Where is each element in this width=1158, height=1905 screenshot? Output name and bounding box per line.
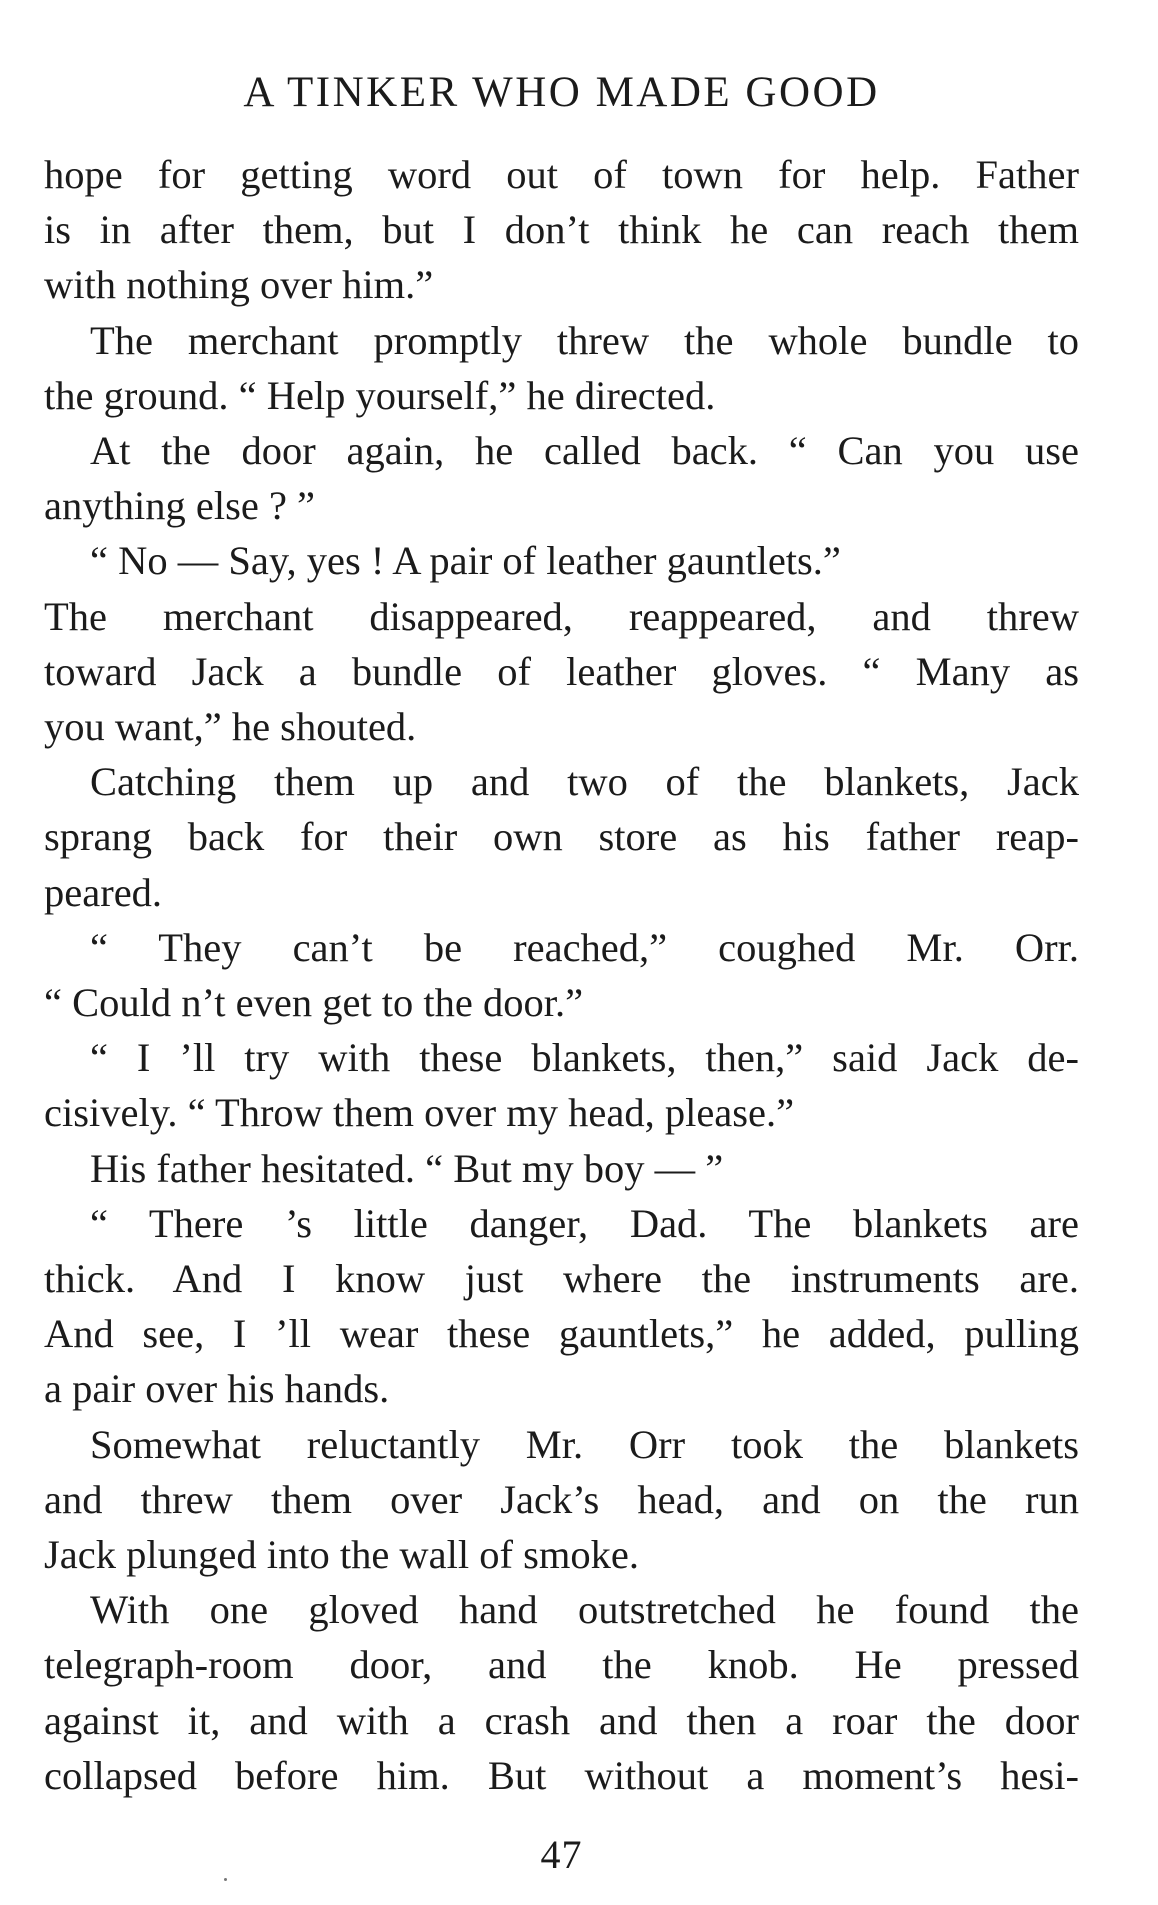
text-line: “ Could n’t even get to the door.”: [44, 980, 584, 1026]
text-line: a pair over his hands.: [44, 1366, 390, 1412]
text-line: At the door again, he called back. “ Can you use: [90, 428, 1079, 474]
text-line: anything else ? ”: [44, 483, 316, 529]
paragraph: [44, 1030, 1079, 1140]
text-line: the ground. “ Help yourself,” he directed.: [44, 372, 716, 418]
text-line: you want,” he shouted.: [44, 704, 417, 750]
text-line: thick. And I know just where the instruments are.: [44, 1256, 1079, 1302]
body-text: [44, 147, 1079, 1803]
print-speck: [224, 1878, 227, 1881]
paragraph: [44, 1141, 1079, 1196]
text-line: with nothing over him.”: [44, 262, 434, 308]
text-line: His father hesitated. “ But my boy — ”: [90, 1145, 724, 1191]
text-line: is in after them, but I don’t think he can reach them: [44, 207, 1079, 253]
paragraph: [44, 754, 1079, 920]
running-head: A TINKER WHO MADE GOOD: [243, 69, 880, 116]
paragraph: [44, 1196, 1079, 1417]
text-line: Somewhat reluctantly Mr. Orr took the blankets: [90, 1421, 1079, 1467]
text-line: and threw them over Jack’s head, and on the run: [44, 1476, 1079, 1522]
text-line: toward Jack a bundle of leather gloves. “ Many as: [44, 648, 1079, 694]
text-line: The merchant disappeared, reappeared, and threw: [44, 593, 1079, 639]
text-line: collapsed before him. But without a moment’s hesi-: [44, 1752, 1079, 1798]
paragraph: [44, 147, 1079, 313]
text-line: “ They can’t be reached,” coughed Mr. Orr.: [90, 924, 1079, 970]
text-line: cisively. “ Throw them over my head, please.”: [44, 1090, 795, 1136]
text-line: “ No — Say, yes ! A pair of leather gauntlets.”: [90, 538, 841, 584]
page-number: 47: [540, 1832, 583, 1877]
paragraph: [44, 1417, 1079, 1583]
text-line: “ There ’s little danger, Dad. The blankets are: [90, 1200, 1079, 1246]
text-line: against it, and with a crash and then a roar the door: [44, 1697, 1079, 1743]
text-line: Jack plunged into the wall of smoke.: [44, 1532, 640, 1578]
text-line: With one gloved hand outstretched he found the: [90, 1587, 1079, 1633]
text-line: hope for getting word out of town for help. Father: [44, 152, 1079, 197]
paragraph: [44, 1582, 1079, 1803]
paragraph: [44, 313, 1079, 423]
text-line: And see, I ’ll wear these gauntlets,” he added, pulling: [44, 1311, 1079, 1357]
paragraph: [44, 533, 1079, 588]
book-page: [44, 0, 1079, 1905]
text-line: “ I ’ll try with these blankets, then,” said Jack de-: [90, 1035, 1079, 1081]
paragraph: [44, 589, 1079, 755]
text-line: sprang back for their own store as his father reap-: [44, 814, 1079, 860]
text-line: peared.: [44, 869, 163, 915]
paragraph: [44, 920, 1079, 1030]
text-line: Catching them up and two of the blankets, Jack: [90, 759, 1079, 805]
text-line: telegraph-room door, and the knob. He pressed: [44, 1642, 1079, 1688]
text-line: The merchant promptly threw the whole bundle to: [90, 317, 1079, 363]
paragraph: [44, 423, 1079, 533]
